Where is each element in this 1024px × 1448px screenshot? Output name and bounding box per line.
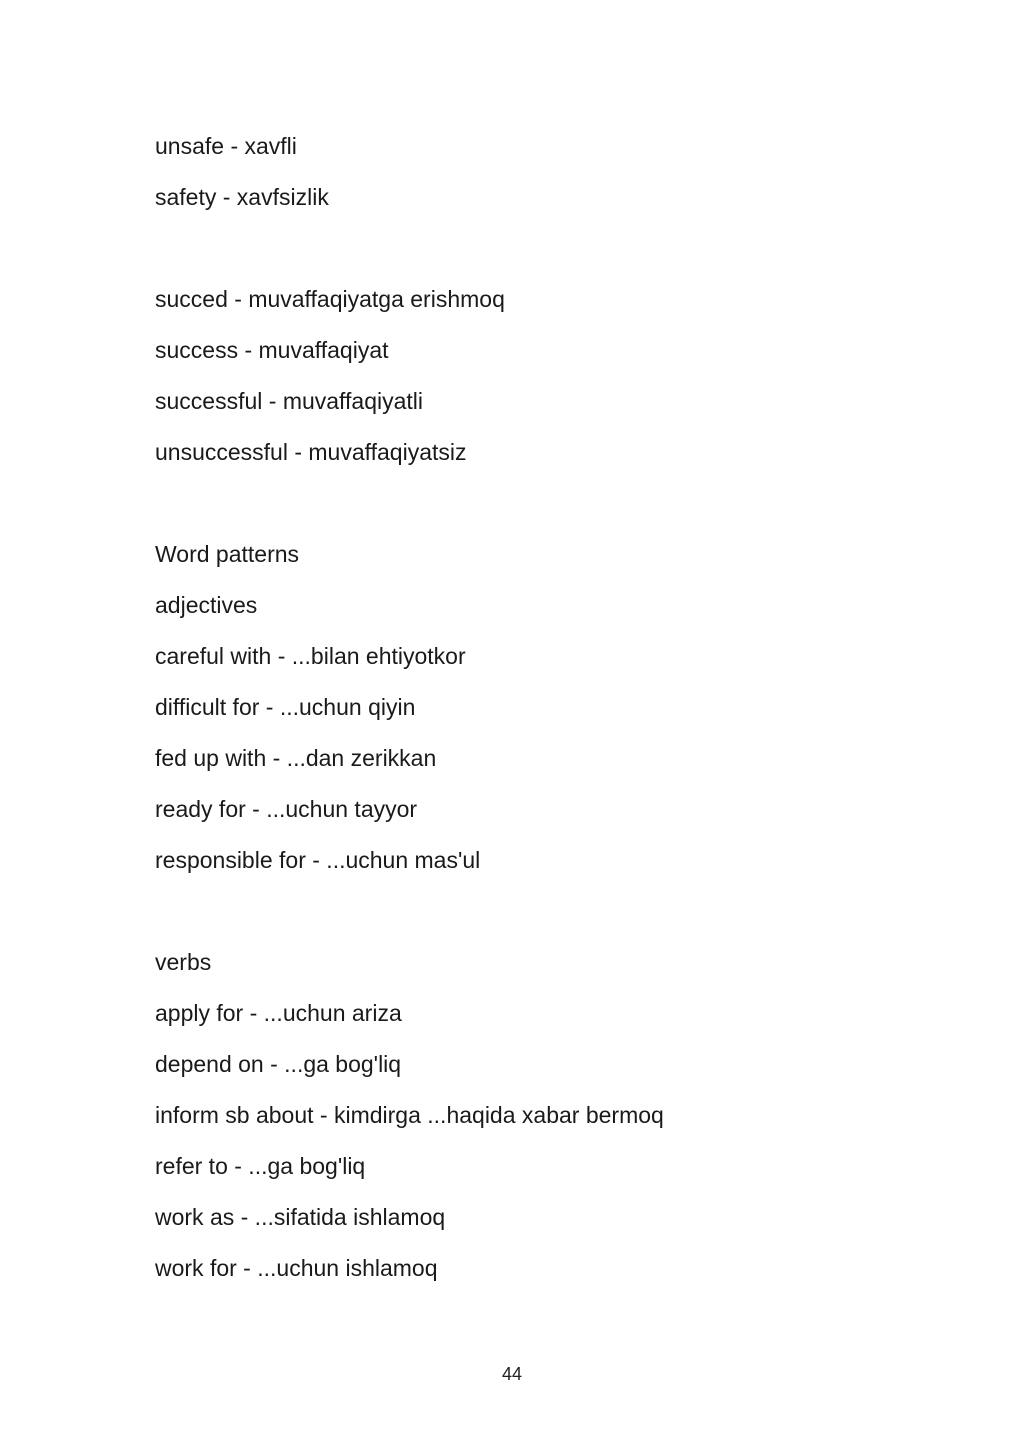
vocab-line-depend-on: depend on - ...ga bog'liq bbox=[155, 1051, 402, 1077]
vocab-line-inform-about: inform sb about - kimdirga ...haqida xabar bermoq bbox=[155, 1102, 664, 1128]
vocab-line-apply-for: apply for - ...uchun ariza bbox=[155, 1000, 402, 1026]
vocab-line-succed: succed - muvaffaqiyatga erishmoq bbox=[155, 286, 505, 312]
blank-line bbox=[155, 478, 955, 529]
vocab-line-unsuccessful: unsuccessful - muvaffaqiyatsiz bbox=[155, 439, 467, 465]
vocab-line-work-as: work as - ...sifatida ishlamoq bbox=[155, 1204, 446, 1230]
vocab-line-successful: successful - muvaffaqiyatli bbox=[155, 388, 424, 414]
section-heading-word-patterns: Word patterns bbox=[155, 541, 300, 567]
blank-line bbox=[155, 886, 955, 937]
vocab-line-difficult-for: difficult for - ...uchun qiyin bbox=[155, 694, 416, 720]
page-number: 44 bbox=[501, 1364, 523, 1384]
vocab-line-unsafe: unsafe - xavfli bbox=[155, 133, 297, 159]
vocab-line-refer-to: refer to - ...ga bog'liq bbox=[155, 1153, 366, 1179]
vocab-line-fed-up-with: fed up with - ...dan zerikkan bbox=[155, 745, 437, 771]
vocab-line-careful-with: careful with - ...bilan ehtiyotkor bbox=[155, 643, 466, 669]
blank-line bbox=[155, 223, 955, 274]
vocab-line-work-for: work for - ...uchun ishlamoq bbox=[155, 1255, 438, 1281]
vocab-line-safety: safety - xavfsizlik bbox=[155, 184, 329, 210]
subheading-verbs: verbs bbox=[155, 949, 212, 975]
vocab-line-responsible-for: responsible for - ...uchun mas'ul bbox=[155, 847, 481, 873]
vocab-line-ready-for: ready for - ...uchun tayyor bbox=[155, 796, 418, 822]
vocabulary-list bbox=[155, 121, 955, 1294]
vocab-line-success: success - muvaffaqiyat bbox=[155, 337, 389, 363]
subheading-adjectives: adjectives bbox=[155, 592, 258, 618]
